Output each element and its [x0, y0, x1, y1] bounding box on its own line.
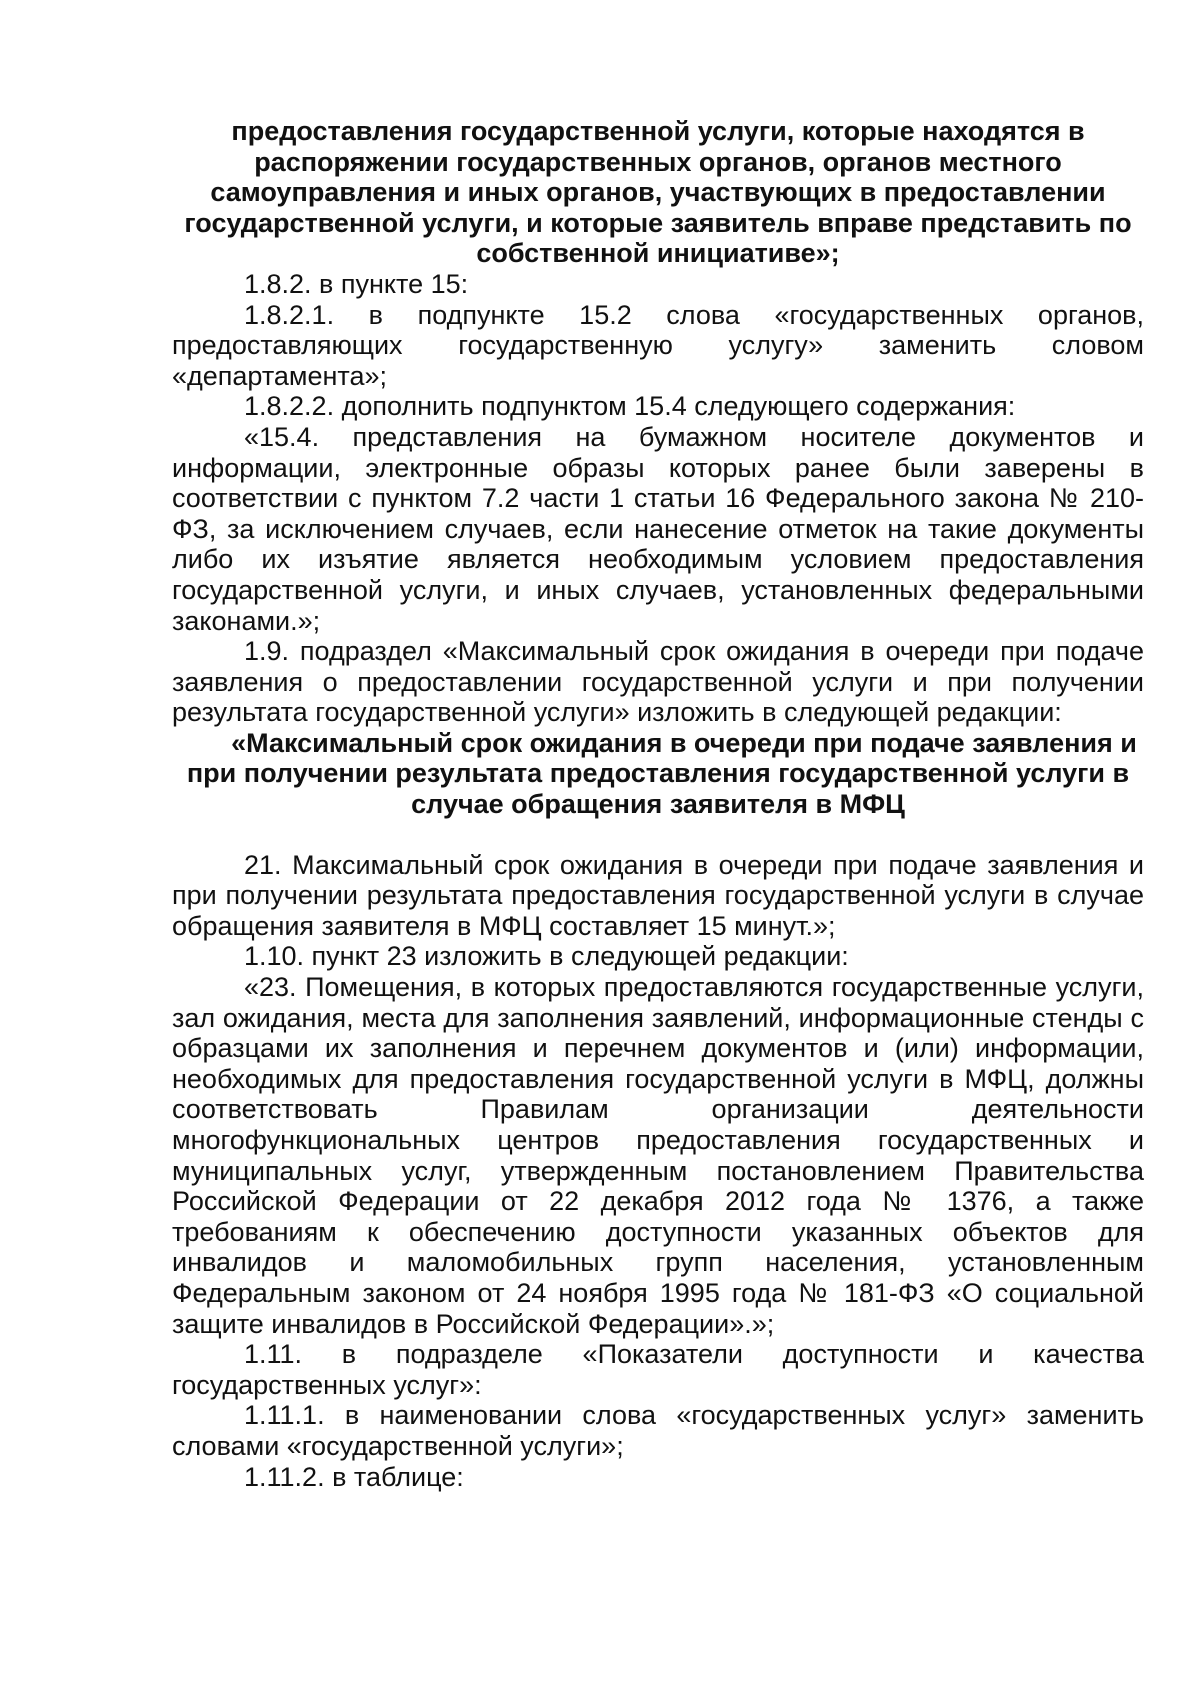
paragraph-21: 21. Максимальный срок ожидания в очереди при подаче заявления и при получении результата предоставления государственной услуги в случае обращения заявителя в МФЦ составляет 15 минут.»;	[172, 849, 1144, 941]
paragraph-1-11-2: 1.11.2. в таблице:	[244, 1461, 464, 1492]
blank-line	[172, 820, 1144, 850]
paragraph-15-4: «15.4. представления на бумажном носителе документов и информации, электронные образы которых ранее были заверены в соответствии с пунктом 7.2 части 1 статьи 16 Федерального закона № 210-ФЗ, за исключением случаев, если нанесение отметок на такие документы либо их изъятие является необходимым условием предоставления государственной услуги, и иных случаев, установленных федеральными законами.»;	[172, 421, 1144, 636]
paragraph-1-8-2: 1.8.2. в пункте 15:	[244, 268, 469, 299]
paragraph-1-10: 1.10. пункт 23 изложить в следующей редакции:	[244, 941, 849, 972]
paragraph-1-8-2-1: 1.8.2.1. в подпункте 15.2 слова «государственных органов, предоставляющих государственную услугу» заменить словом «департамента»;	[172, 299, 1144, 391]
heading-continuation: предоставления государственной услуги, которые находятся в распоряжении государственных органов, органов местного самоуправления и иных органов, участвующих в предоставлении государственной услуги, и которые заявитель вправе представить по собственной инициативе»;	[184, 116, 1132, 269]
paragraph-1-11: 1.11. в подразделе «Показатели доступности и качества государственных услуг»:	[172, 1339, 1144, 1400]
section-subheading: «Максимальный срок ожидания в очереди при подаче заявления и при получении результата предоставления государственной услуги в случае обращения заявителя в МФЦ	[186, 727, 1137, 820]
document-page	[172, 116, 1144, 1492]
paragraph-1-8-2-2: 1.8.2.2. дополнить подпунктом 15.4 следующего содержания:	[244, 391, 1016, 422]
paragraph-1-11-1: 1.11.1. в наименовании слова «государственных услуг» заменить словами «государственной услуги»;	[172, 1400, 1144, 1461]
paragraph-1-9: 1.9. подраздел «Максимальный срок ожидания в очереди при подаче заявления о предоставлении государственной услуги и при получении результата государственной услуги» изложить в следующей редакции:	[172, 636, 1144, 728]
paragraph-23: «23. Помещения, в которых предоставляются государственные услуги, зал ожидания, места для заполнения заявлений, информационные стенды с образцами их заполнения и перечнем документов и (или) информации, необходимых для предоставления государственной услуги в МФЦ, должны соответствовать Правилам организации деятельности многофункциональных центров предоставления государственных и муниципальных услуг, утвержденным постановлением Правительства Российской Федерации от 22 декабря 2012 года № 1376, а также требованиям к обеспечению доступности указанных объектов для инвалидов и маломобильных групп населения, установленным Федеральным законом от 24 ноября 1995 года № 181-ФЗ «О социальной защите инвалидов в Российской Федерации».»;	[172, 972, 1144, 1339]
